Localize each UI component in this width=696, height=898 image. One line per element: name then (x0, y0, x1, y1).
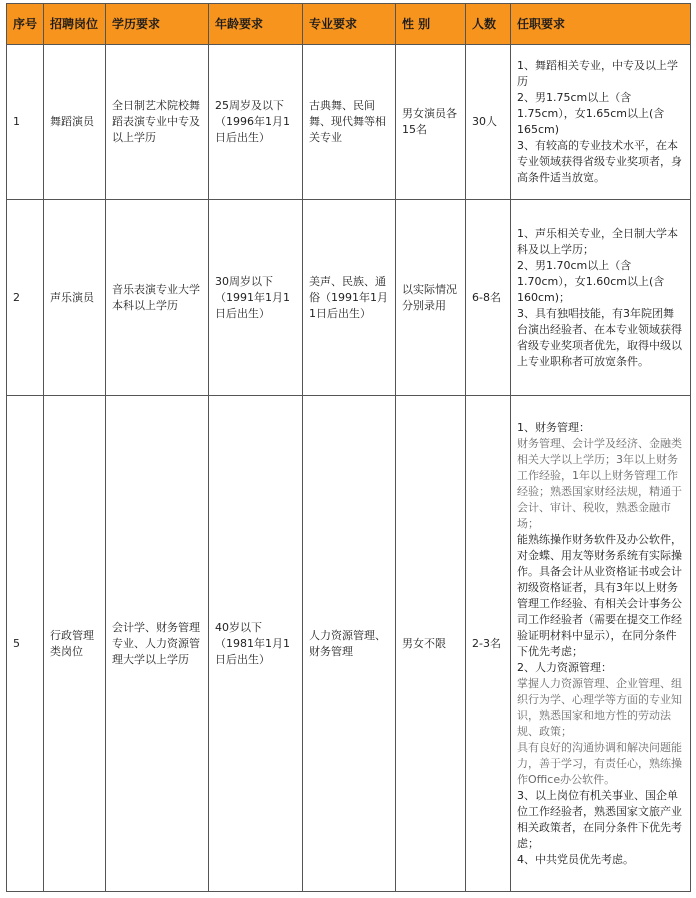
duty-line: 能熟练操作财务软件及办公软件，对金蝶、用友等财务系统有实际操作。具备会计从业资格证书或会计初级资格证者，具有3年以上财务管理工作经验、有相关会计事务公司工作经验者（需要在提交工作经验证明材料中显示），在同分条件下优先考虑； (517, 532, 682, 658)
header-gender: 性 别 (396, 4, 466, 45)
cell-gender: 以实际情况分别录用 (396, 200, 466, 396)
cell-age: 30周岁以下（1991年1月1日后出生） (209, 200, 303, 396)
header-major: 专业要求 (303, 4, 396, 45)
cell-count: 2-3名 (466, 396, 511, 892)
header-education: 学历要求 (106, 4, 209, 45)
header-duties: 任职要求 (511, 4, 691, 45)
table-row (7, 396, 691, 892)
cell-count: 30人 (466, 45, 511, 200)
header-row (7, 4, 691, 45)
cell-age: 40岁以下（1981年1月1日后出生） (209, 396, 303, 892)
duty-line: 财务管理、会计学及经济、金融类相关大学以上学历；3年以上财务工作经验，1年以上财务管理工作经验；熟悉国家财经法规，精通于会计、审计、税收，熟悉金融市场； (517, 436, 682, 530)
cell-major: 美声、民族、通俗（1991年1月1日后出生） (303, 200, 396, 396)
duty-line: 掌握人力资源管理、企业管理、组织行为学、心理学等方面的专业知识，熟悉国家和地方性的劳动法规、政策； (517, 676, 682, 738)
duty-line: 2、男1.75cm以上（含1.75cm），女1.65cm以上(含165cm) (517, 91, 665, 136)
cell-seq: 1 (7, 45, 44, 200)
header-count: 人数 (466, 4, 511, 45)
cell-education: 音乐表演专业大学本科以上学历 (106, 200, 209, 396)
cell-seq: 5 (7, 396, 44, 892)
cell-major: 古典舞、民间舞、现代舞等相关专业 (303, 45, 396, 200)
header-age: 年龄要求 (209, 4, 303, 45)
cell-age: 25周岁及以下（1996年1月1日后出生） (209, 45, 303, 200)
table-row (7, 45, 691, 200)
cell-major: 人力资源管理、财务管理 (303, 396, 396, 892)
cell-position: 声乐演员 (44, 200, 106, 396)
header-seq: 序号 (7, 4, 44, 45)
duty-line: 3、有较高的专业技术水平，在本专业领域获得省级专业奖项者，身高条件适当放宽。 (517, 139, 682, 184)
cell-position: 行政管理类岗位 (44, 396, 106, 892)
duty-line: 2、男1.70cm以上（含1.70cm），女1.60cm以上(含160cm)； (517, 258, 665, 304)
cell-count: 6-8名 (466, 200, 511, 396)
header-position: 招聘岗位 (44, 4, 106, 45)
duty-section-title: 2、人力资源管理： (517, 660, 612, 674)
duty-section-title: 1、财务管理： (517, 420, 590, 434)
cell-gender: 男女不限 (396, 396, 466, 892)
cell-seq: 2 (7, 200, 44, 396)
duty-line: 1、声乐相关专业，全日制大学本科及以上学历； (517, 226, 678, 256)
cell-education: 会计学、财务管理专业、人力资源管理大学以上学历 (106, 396, 209, 892)
table-row (7, 200, 691, 396)
cell-position: 舞蹈演员 (44, 45, 106, 200)
cell-gender: 男女演员各15名 (396, 45, 466, 200)
cell-duties (511, 396, 691, 892)
duty-line: 3、具有独唱技能，有3年院团舞台演出经验者、在本专业领域获得省级专业奖项者优先，取得中级以上专业职称者可放宽条件。 (517, 306, 682, 368)
recruitment-table (6, 3, 691, 892)
duty-line: 4、中共党员优先考虑。 (517, 852, 634, 866)
cell-duties (511, 200, 691, 396)
duty-line: 具有良好的沟通协调和解决问题能力，善于学习，有责任心，熟练操作Office办公软件。 (517, 740, 682, 786)
duty-line: 3、以上岗位有机关事业、国企单位工作经验者，熟悉国家文旅产业相关政策者，在同分条件下优先考虑； (517, 788, 682, 850)
cell-duties (511, 45, 691, 200)
cell-education: 全日制艺术院校舞蹈表演专业中专及以上学历 (106, 45, 209, 200)
duty-line: 1、舞蹈相关专业，中专及以上学历 (517, 59, 678, 88)
